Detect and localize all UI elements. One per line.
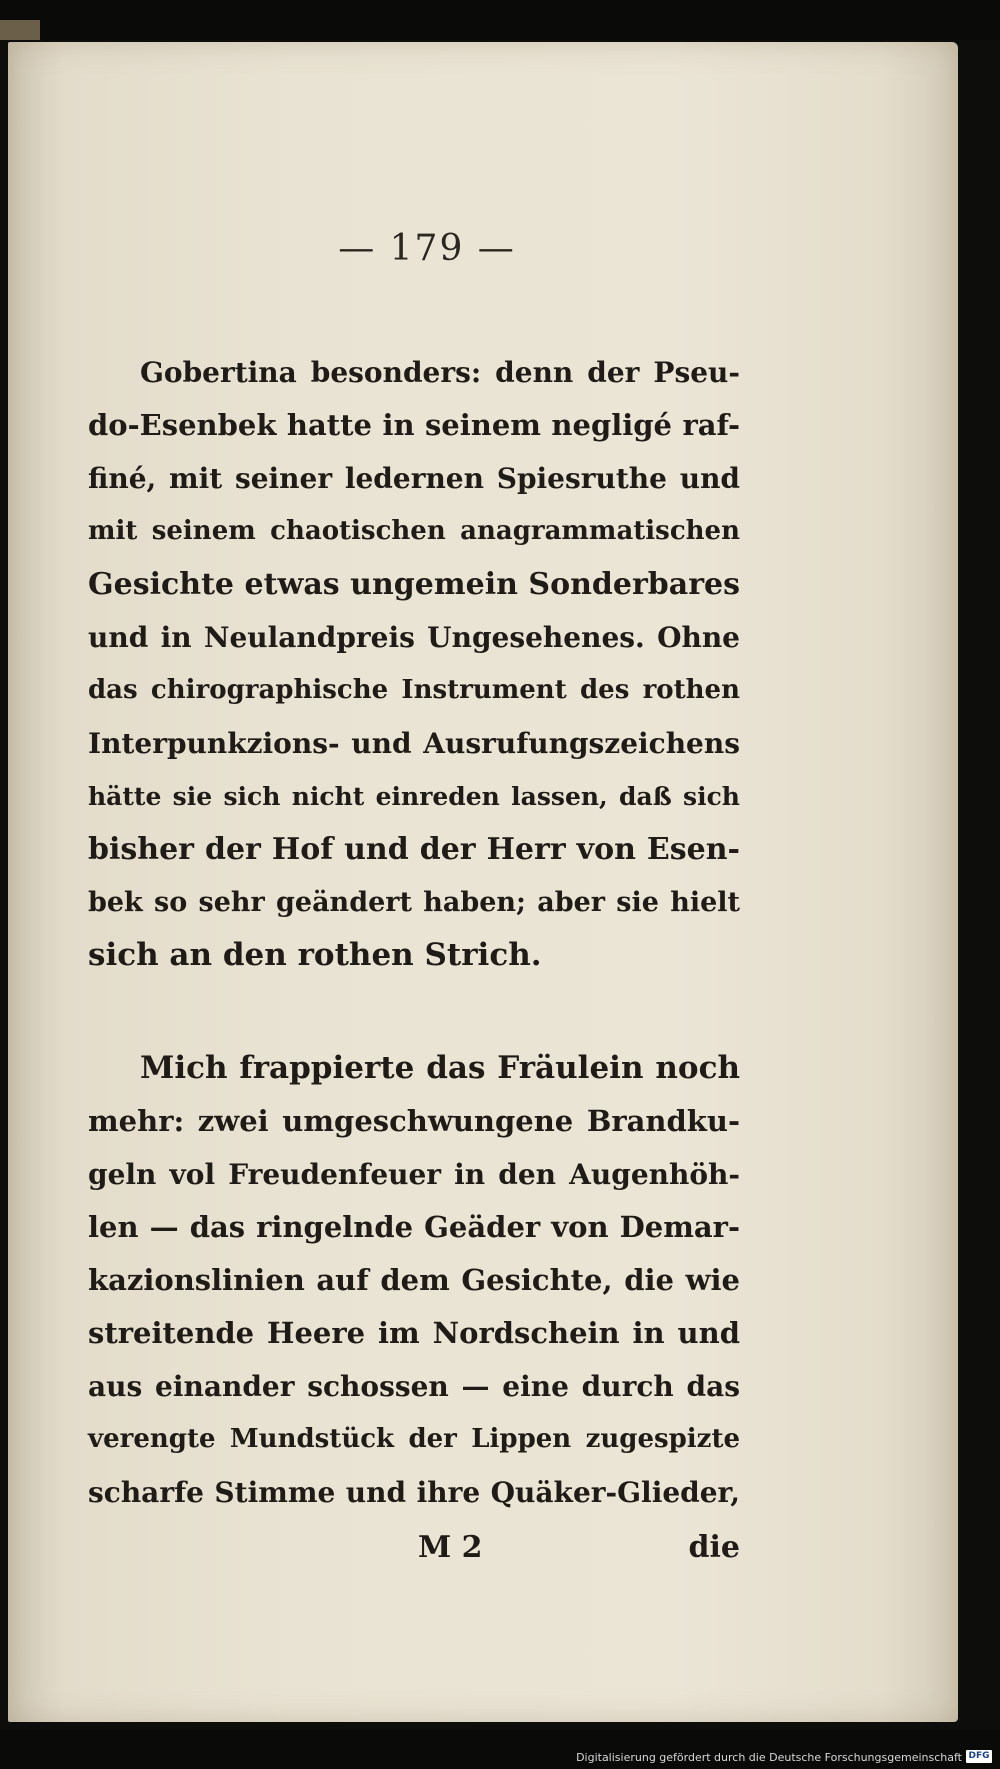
text-line: bek so sehr geändert haben; aber sie hielt xyxy=(88,887,740,918)
text-line: finé, mit seiner ledernen Spiesruthe und xyxy=(88,462,740,495)
signature-mark: M 2 xyxy=(418,1530,483,1565)
text-line: sich an den rothen Strich. xyxy=(88,937,542,973)
dfg-logo: DFG xyxy=(966,1750,992,1763)
text-line: verengte Mundstück der Lippen zugespizte xyxy=(88,1424,740,1454)
text-line: Mich frappierte das Fräulein noch xyxy=(140,1050,740,1086)
paragraph-2 xyxy=(88,1042,740,1519)
text-line: bisher der Hof und der Herr von Esen- xyxy=(88,832,740,867)
text-line: kazionslinien auf dem Gesichte, die wie xyxy=(88,1263,740,1297)
text-line: mit seinem chaotischen anagrammatischen xyxy=(88,516,740,546)
text-line: hätte sie sich nicht einreden lassen, daß sich xyxy=(88,782,740,811)
text-line: und in Neulandpreis Ungesehenes. Ohne xyxy=(88,621,740,654)
text-line: len — das ringelnde Geäder von Demar- xyxy=(88,1210,740,1244)
text-line: geln vol Freudenfeuer in den Augenhöh- xyxy=(88,1158,740,1191)
text-line: Gobertina besonders: denn der Pseu- xyxy=(140,356,740,389)
text-line: Gesichte etwas ungemein Sonderbares xyxy=(88,567,740,602)
book-page xyxy=(8,42,958,1722)
text-line: Interpunkzions- und Ausrufungszeichens xyxy=(88,727,740,760)
page-footer xyxy=(88,1530,740,1570)
page-number: — 179 — xyxy=(338,228,516,269)
book-spine-edge xyxy=(0,20,40,40)
text-line: das chirographische Instrument des rothen xyxy=(88,675,740,705)
scan-top-border xyxy=(0,0,1000,40)
text-line: do-Esenbek hatte in seinem negligé raf- xyxy=(88,408,740,442)
text-line: streitende Heere im Nordschein in und xyxy=(88,1316,740,1350)
text-line: mehr: zwei umgeschwungene Brandku- xyxy=(88,1104,740,1138)
catchword: die xyxy=(688,1530,740,1565)
paragraph-1 xyxy=(88,346,740,982)
digitization-credit: Digitalisierung gefördert durch die Deutsche Forschungsgemeinschaft xyxy=(576,1751,962,1764)
text-line: aus einander schossen — eine durch das xyxy=(88,1370,740,1403)
text-line: scharfe Stimme und ihre Quäker-Glieder, xyxy=(88,1476,740,1509)
